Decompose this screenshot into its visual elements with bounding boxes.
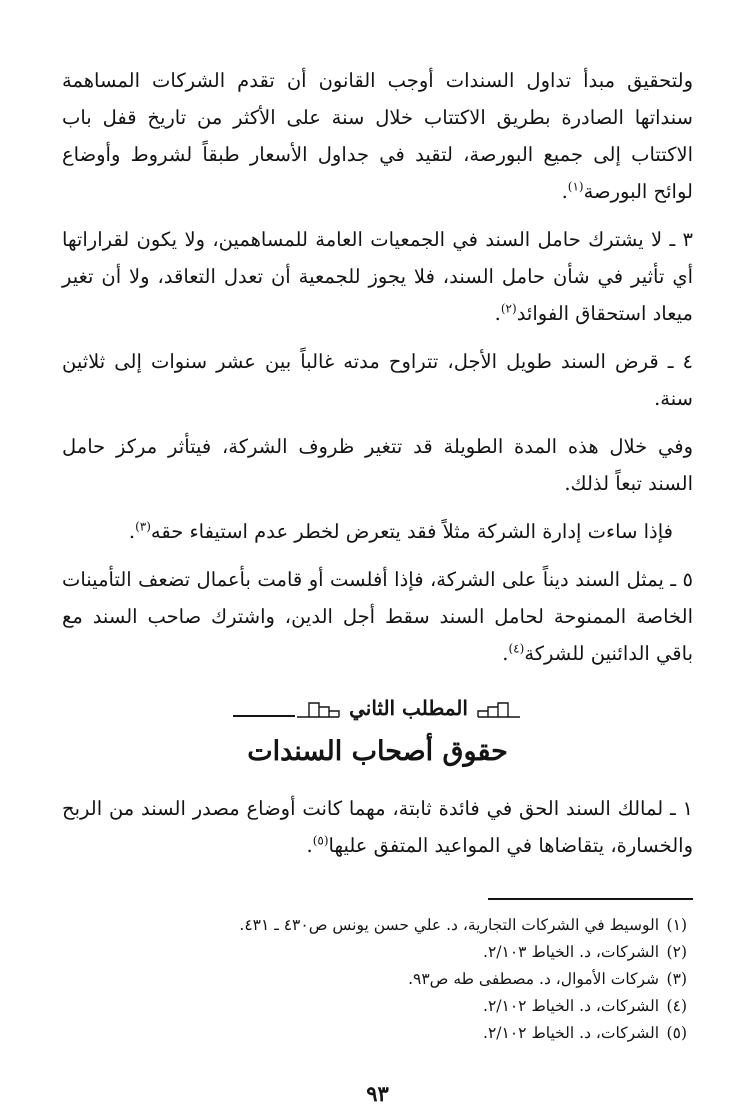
section-label: المطلب الثاني xyxy=(349,696,468,720)
footnote-divider xyxy=(488,898,693,900)
footnote-ref[interactable]: (٢) xyxy=(500,301,517,316)
steps-ornament-left-icon xyxy=(295,698,341,718)
footnote-number: (٥) xyxy=(666,1023,687,1042)
paragraph-listing: ولتحقيق مبدأ تداول السندات أوجب القانون أن تقدم الشركات المساهمة سنداتها الصادرة بطريق الاكتتاب خلال سنة على الأكثر من تاريخ قفل باب الاكتتاب إلى جميع البورصة، لتقيد في جداول الأسعار طبقاً لشروط وأوضاع لوائح البورصة$^{(١)}$. xyxy=(62,69,693,203)
page-number: ٩٣ xyxy=(366,1080,389,1106)
steps-ornament-right-icon xyxy=(476,698,522,718)
footnote-number: (٤) xyxy=(666,996,687,1015)
footnote-item: (٢)الشركات، د. الخياط ٢/١٠٣. xyxy=(62,939,687,966)
paragraph-duration: وفي خلال هذه المدة الطويلة قد تتغير ظروف الشركة، فيتأثر مركز حامل السند تبعاً لذلك. xyxy=(62,435,693,495)
section-heading xyxy=(62,694,693,722)
footnote-ref[interactable]: (٥) xyxy=(312,833,329,848)
paragraph-item-3: ٣ ـ لا يشترك حامل السند في الجمعيات العامة للمساهمين، ولا يكون لقراراتها أي تأثير في شأن حامل السند، فلا يجوز للجمعية أن تعدل التعاقد، ولا أن تغير ميعاد استحقاق الفوائد$^{(٢)}$. xyxy=(62,228,693,325)
section-rule xyxy=(233,715,295,717)
footnote-item: (٤)الشركات، د. الخياط ٢/١٠٢. xyxy=(62,993,687,1020)
footnotes-list xyxy=(62,912,693,1047)
paragraph-management: فإذا ساءت إدارة الشركة مثلاً فقد يتعرض لخطر عدم استيفاء حقه$^{(٣)}$. xyxy=(128,519,673,543)
paragraph-interest: ١ ـ لمالك السند الحق في فائدة ثابتة، مهما كانت أوضاع مصدر السند من الربح والخسارة، يتقاضاها في المواعيد المتفق عليها$^{(٥)}$. xyxy=(62,797,693,857)
footnote-number: (٢) xyxy=(666,942,687,961)
paragraph-item-4: ٤ ـ قرض السند طويل الأجل، تتراوح مدته غالباً بين عشر سنوات إلى ثلاثين سنة. xyxy=(62,350,693,410)
section-title: حقوق أصحاب السندات xyxy=(247,736,508,767)
footnote-item: (٣)شركات الأموال، د. مصطفى طه ص٩٣. xyxy=(62,966,687,993)
footnote-number: (٣) xyxy=(666,969,687,988)
footnote-ref[interactable]: (١) xyxy=(567,179,584,194)
paragraph-item-5: ٥ ـ يمثل السند ديناً على الشركة، فإذا أفلست أو قامت بأعمال تضعف التأمينات الخاصة الممنوحة لحامل السند سقط أجل الدين، واشترك صاحب السند مع باقي الدائنين للشركة$^{(٤)}$. xyxy=(62,568,693,665)
footnote-item: (١)الوسيط في الشركات التجارية، د. علي حسن يونس ص٤٣٠ ـ ٤٣١. xyxy=(62,912,687,939)
footnote-number: (١) xyxy=(666,915,687,934)
footnote-ref[interactable]: (٣) xyxy=(135,519,151,534)
footnote-item: (٥)الشركات، د. الخياط ٢/١٠٢. xyxy=(62,1020,687,1047)
footnote-ref[interactable]: (٤) xyxy=(508,641,525,656)
